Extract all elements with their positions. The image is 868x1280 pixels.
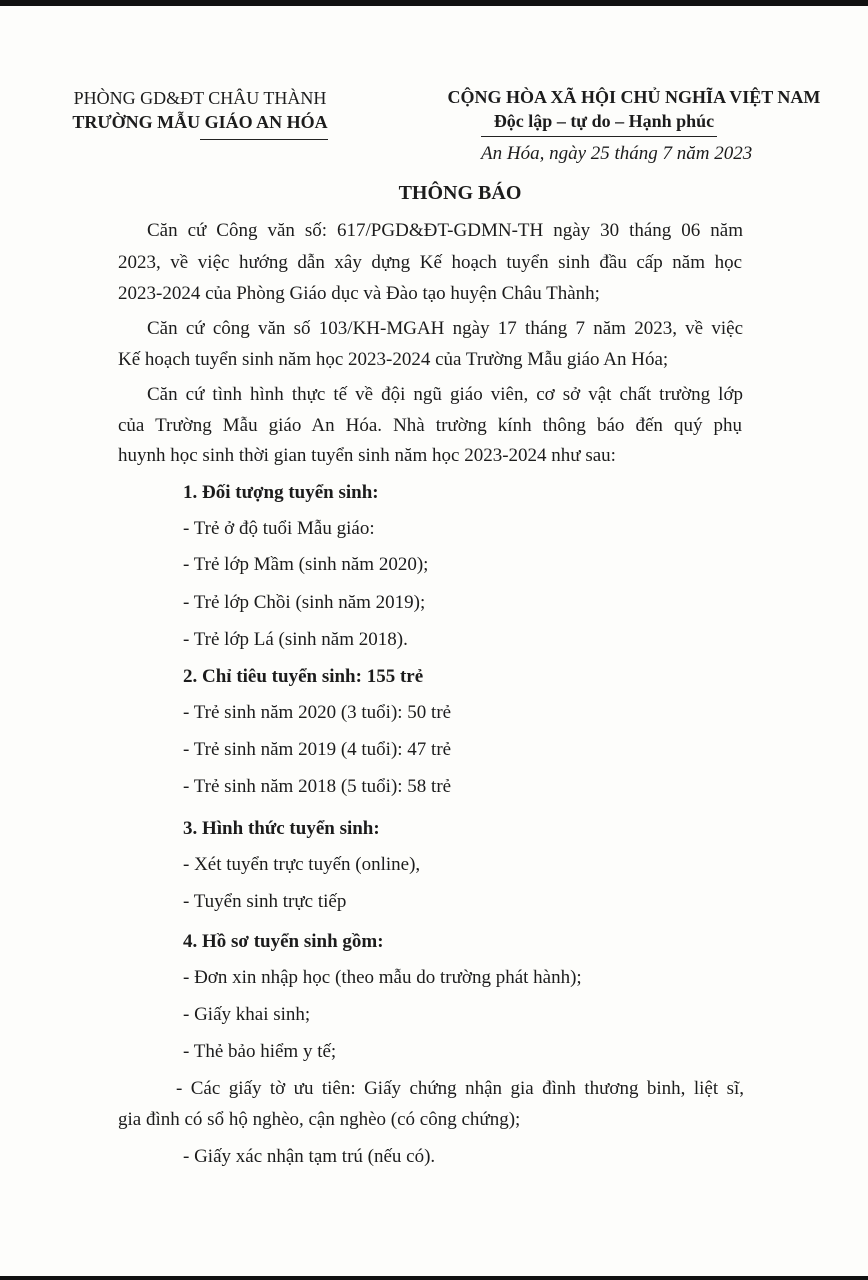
section-1-item-4: - Trẻ lớp Lá (sinh năm 2018).: [183, 629, 408, 650]
document-title: THÔNG BÁO: [398, 182, 522, 204]
section-4-item-4: - Các giấy tờ ưu tiên: Giấy chứng nhận gia đình thương binh, liệt sĩ,: [176, 1078, 744, 1099]
section-2-item-3: - Trẻ sinh năm 2018 (5 tuổi): 58 trẻ: [183, 776, 452, 797]
intro-p3-line1: Căn cứ tình hình thực tế về đội ngũ giáo viên, cơ sở vật chất trường lớp: [147, 384, 743, 405]
intro-p1-line1: Căn cứ Công văn số: 617/PGD&ĐT-GDMN-TH ngày 30 tháng 06 năm: [147, 220, 743, 241]
section-1-item-3: - Trẻ lớp Chồi (sinh năm 2019);: [183, 592, 426, 613]
section-1-heading: 1. Đối tượng tuyển sinh:: [183, 482, 379, 503]
national-motto: Độc lập – tự do – Hạnh phúc: [493, 111, 715, 131]
intro-p2-line2: Kế hoạch tuyển sinh năm học 2023-2024 của Trường Mẫu giáo An Hóa;: [118, 349, 669, 370]
intro-p2-line1: Căn cứ công văn số 103/KH-MGAH ngày 17 tháng 7 năm 2023, về việc: [147, 318, 743, 339]
section-3-heading: 3. Hình thức tuyển sinh:: [183, 818, 380, 839]
national-title: CỘNG HÒA XÃ HỘI CHỦ NGHĨA VIỆT NAM: [447, 87, 821, 107]
section-1-item-1: - Trẻ ở độ tuổi Mẫu giáo:: [183, 518, 375, 539]
section-4-item-1: - Đơn xin nhập học (theo mẫu do trường phát hành);: [183, 967, 582, 988]
school-name: TRƯỜNG MẪU GIÁO AN HÓA: [72, 112, 328, 132]
intro-p3-line3: huynh học sinh thời gian tuyển sinh năm học 2023-2024 như sau:: [118, 445, 616, 466]
motto-underline: [481, 136, 717, 137]
section-3-item-2: - Tuyển sinh trực tiếp: [183, 891, 347, 912]
section-2-item-2: - Trẻ sinh năm 2019 (4 tuổi): 47 trẻ: [183, 739, 452, 760]
section-4-heading: 4. Hồ sơ tuyển sinh gồm:: [183, 931, 384, 952]
section-2-item-1: - Trẻ sinh năm 2020 (3 tuổi): 50 trẻ: [183, 702, 452, 723]
date-line: An Hóa, ngày 25 tháng 7 năm 2023: [481, 143, 753, 164]
bottom-border: [0, 1276, 868, 1280]
section-2-heading: 2. Chỉ tiêu tuyển sinh: 155 trẻ: [183, 666, 424, 687]
section-3-item-1: - Xét tuyển trực tuyến (online),: [183, 854, 421, 875]
section-4-item-4-cont: gia đình có sổ hộ nghèo, cận nghèo (có công chứng);: [118, 1109, 521, 1130]
agency-name: PHÒNG GD&ĐT CHÂU THÀNH: [73, 88, 327, 108]
section-4-item-2: - Giấy khai sinh;: [183, 1004, 311, 1025]
intro-p3-line2: của Trường Mẫu giáo An Hóa. Nhà trường kính thông báo đến quý phụ: [118, 415, 742, 436]
intro-p1-line2: 2023, về việc hướng dẫn xây dựng Kế hoạch tuyển sinh đầu cấp năm học: [118, 252, 742, 273]
section-1-item-2: - Trẻ lớp Mầm (sinh năm 2020);: [183, 554, 429, 575]
left-header-underline: [200, 139, 328, 140]
section-4-item-3: - Thẻ bảo hiểm y tế;: [183, 1041, 337, 1062]
intro-p1-line3: 2023-2024 của Phòng Giáo dục và Đào tạo huyện Châu Thành;: [118, 283, 600, 304]
section-4-item-5: - Giấy xác nhận tạm trú (nếu có).: [183, 1146, 436, 1167]
